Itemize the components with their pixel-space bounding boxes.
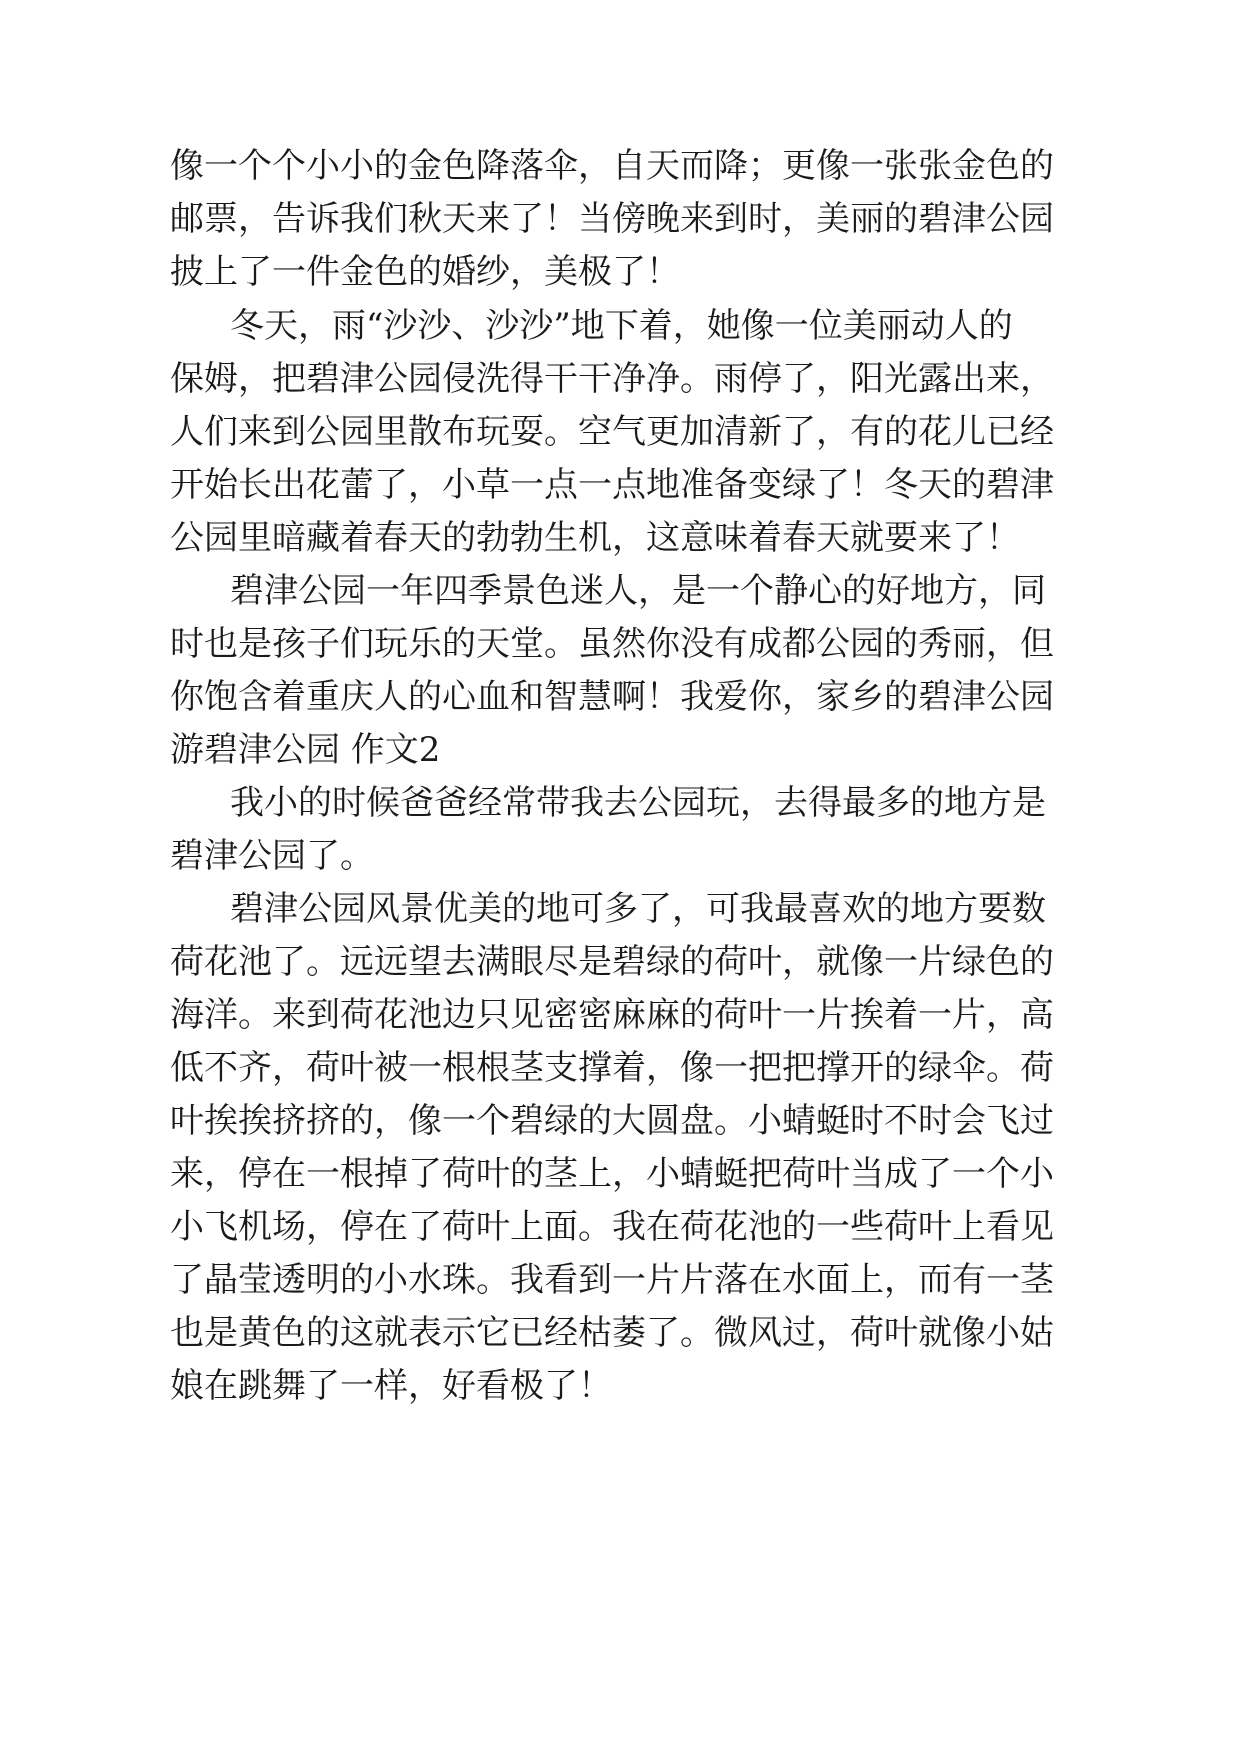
text-line xyxy=(0,614,1241,674)
line-text: 叶挨挨挤挤的，像一个碧绿的大圆盘。小蜻蜓时不时会飞过 xyxy=(170,1101,1054,1141)
text-line xyxy=(0,136,1241,196)
text-line xyxy=(0,1144,1241,1204)
line-text: 冬天，雨“沙沙、沙沙”地下着，她像一位美丽动人的 xyxy=(230,306,1013,346)
text-line xyxy=(0,667,1241,727)
text-line xyxy=(0,455,1241,515)
line-text: 来，停在一根掉了荷叶的茎上，小蜻蜓把荷叶当成了一个小 xyxy=(170,1154,1054,1194)
line-text: 碧津公园了。 xyxy=(170,836,374,876)
line-text: 你饱含着重庆人的心血和智慧啊！我爱你，家乡的碧津公园 xyxy=(170,677,1054,717)
text-line xyxy=(0,826,1241,886)
line-text: 碧津公园一年四季景色迷人，是一个静心的好地方，同 xyxy=(230,571,1046,611)
text-line xyxy=(0,773,1241,833)
line-text: 我小的时候爸爸经常带我去公园玩，去得最多的地方是 xyxy=(230,783,1046,823)
line-text: 荷花池了。远远望去满眼尽是碧绿的荷叶，就像一片绿色的 xyxy=(170,942,1054,982)
text-line xyxy=(0,402,1241,462)
line-text: 碧津公园风景优美的地可多了，可我最喜欢的地方要数 xyxy=(230,889,1046,929)
line-text: 海洋。来到荷花池边只见密密麻麻的荷叶一片挨着一片，高 xyxy=(170,995,1054,1035)
text-line xyxy=(0,189,1241,249)
line-text: 了晶莹透明的小水珠。我看到一片片落在水面上，而有一茎 xyxy=(170,1260,1054,1300)
line-text: 娘在跳舞了一样，好看极了！ xyxy=(170,1366,612,1406)
text-line xyxy=(0,508,1241,568)
text-line xyxy=(0,561,1241,621)
line-text: 披上了一件金色的婚纱，美极了！ xyxy=(170,252,680,292)
text-line xyxy=(0,1303,1241,1363)
text-line xyxy=(0,242,1241,302)
text-line xyxy=(0,985,1241,1045)
line-text: 小飞机场，停在了荷叶上面。我在荷花池的一些荷叶上看见 xyxy=(170,1207,1054,1247)
line-text: 时也是孩子们玩乐的天堂。虽然你没有成都公园的秀丽，但 xyxy=(170,624,1054,664)
text-line xyxy=(0,1250,1241,1310)
line-text: 也是黄色的这就表示它已经枯萎了。微风过，荷叶就像小姑 xyxy=(170,1313,1054,1353)
line-text: 公园里暗藏着春天的勃勃生机，这意味着春天就要来了！ xyxy=(170,518,1020,558)
line-text: 游碧津公园 作文2 xyxy=(170,730,441,770)
line-text: 开始长出花蕾了，小草一点一点地准备变绿了！冬天的碧津 xyxy=(170,465,1054,505)
text-line xyxy=(0,296,1241,356)
text-line xyxy=(0,932,1241,992)
line-text: 像一个个小小的金色降落伞，自天而降；更像一张张金色的 xyxy=(170,146,1054,186)
line-text: 人们来到公园里散布玩耍。空气更加清新了，有的花儿已经 xyxy=(170,412,1054,452)
line-text: 低不齐，荷叶被一根根茎支撑着，像一把把撑开的绿伞。荷 xyxy=(170,1048,1054,1088)
text-line xyxy=(0,1038,1241,1098)
text-line xyxy=(0,879,1241,939)
text-line xyxy=(0,1091,1241,1151)
text-line xyxy=(0,1197,1241,1257)
line-text: 邮票，告诉我们秋天来了！当傍晚来到时，美丽的碧津公园 xyxy=(170,199,1054,239)
text-line xyxy=(0,349,1241,409)
text-line xyxy=(0,1356,1241,1416)
line-text: 保姆，把碧津公园侵洗得干干净净。雨停了，阳光露出来， xyxy=(170,359,1054,399)
text-line xyxy=(0,720,1241,780)
